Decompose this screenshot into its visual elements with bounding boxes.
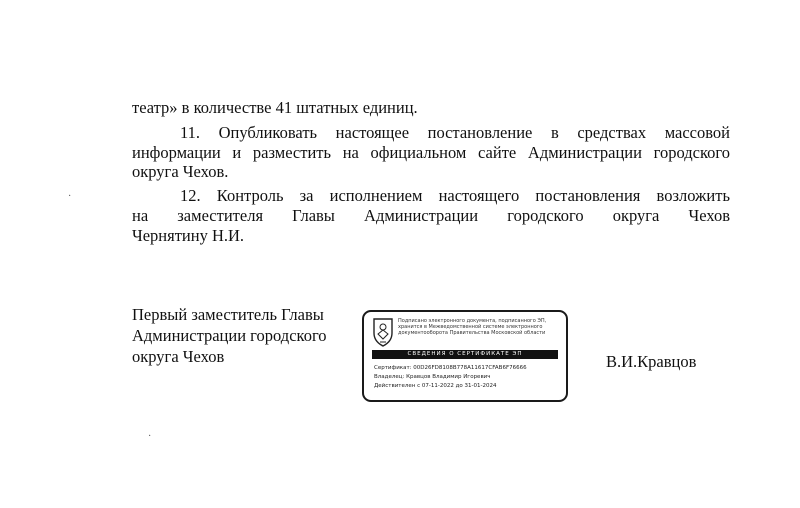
signer-position-line-1: Первый заместитель Главы	[132, 305, 324, 324]
body-line-3: информации и разместить на официальном сайте Администрации городского	[132, 143, 730, 162]
signer-position-line-3: округа Чехов	[132, 347, 225, 366]
certificate-owner: Владелец: Кравцов Владимир Игоревич	[374, 374, 491, 380]
signer-position-line-2: Администрации городского	[132, 326, 327, 345]
certificate-number: Сертификат: 00D26FD8108B778A11617CFAB6F76666	[374, 365, 527, 371]
stamp-intro-text: Подписано электронного документа, подписанного ЭП, хранится в Межведомственной системе электронного документооборота Правительства Московской области	[398, 318, 547, 336]
coat-of-arms-icon	[372, 317, 394, 347]
signer-position	[132, 304, 362, 367]
electronic-signature-stamp	[362, 310, 568, 402]
body-line-1: театр» в количестве 41 штатных единиц.	[132, 98, 418, 117]
scan-speck: ·	[68, 191, 72, 202]
body-line-6: на заместителя Главы Администрации городского округа Чехов	[132, 206, 730, 225]
signer-name: В.И.Кравцов	[606, 352, 697, 371]
body-line-5: 12. Контроль за исполнением настоящего постановления возложить	[180, 186, 730, 205]
certificate-validity: Действителен с 07-11-2022 до 31-01-2024	[374, 383, 497, 389]
body-line-2: 11. Опубликовать настоящее постановление в средствах массовой	[180, 123, 730, 142]
stamp-title: СВЕДЕНИЯ О СЕРТИФИКАТЕ ЭП	[372, 350, 558, 359]
scan-speck: ·	[148, 431, 152, 442]
body-line-4: округа Чехов.	[132, 162, 229, 181]
body-line-7: Чернятину Н.И.	[132, 226, 245, 245]
